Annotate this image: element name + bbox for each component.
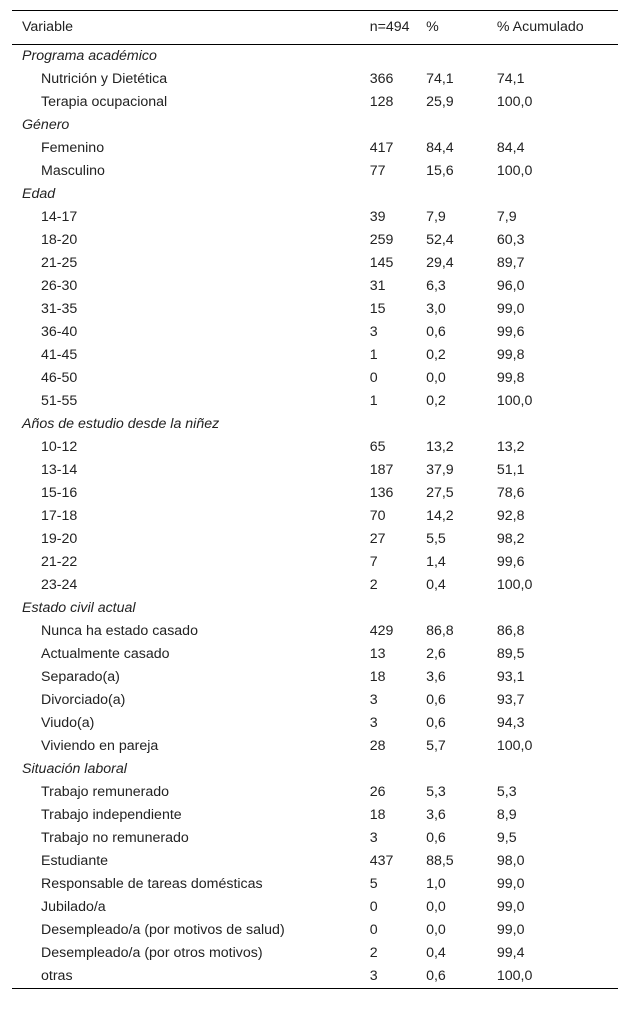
row-n: 1 [369,393,378,409]
table-row [12,643,618,666]
row-cumulative: 89,5 [496,646,525,662]
table-header-row [12,11,618,45]
header-percent: % [426,19,439,35]
row-cumulative: 98,2 [496,531,525,547]
row-variable: 21-25 [41,255,78,271]
row-n: 417 [369,140,394,156]
row-variable: Divorciado(a) [41,692,126,708]
row-variable: 51-55 [41,393,78,409]
group-title: Situación laboral [22,761,127,777]
row-n: 70 [369,508,386,524]
row-n: 259 [369,232,394,248]
table-row [12,919,618,942]
row-cumulative: 13,2 [496,439,525,455]
row-variable: 23-24 [41,577,78,593]
row-variable: 15-16 [41,485,78,501]
row-n: 77 [369,163,386,179]
row-n: 429 [369,623,394,639]
row-percent: 3,6 [426,669,446,685]
table-group-header [12,45,618,69]
table-row [12,229,618,252]
group-title: Años de estudio desde la niñez [22,416,220,432]
row-variable: 13-14 [41,462,78,478]
table-row [12,482,618,505]
row-n: 3 [369,968,378,984]
row-percent: 0,2 [426,393,446,409]
table-row [12,827,618,850]
row-n: 13 [369,646,386,662]
row-percent: 5,3 [426,784,446,800]
row-variable: 18-20 [41,232,78,248]
row-percent: 0,6 [426,692,446,708]
row-cumulative: 99,8 [496,347,525,363]
group-title: Estado civil actual [22,600,136,616]
table-row [12,873,618,896]
row-cumulative: 60,3 [496,232,525,248]
demographics-table [12,10,618,989]
row-variable: Trabajo no remunerado [41,830,189,846]
table-row [12,896,618,919]
table-row [12,390,618,413]
table-row [12,689,618,712]
row-cumulative: 7,9 [496,209,517,225]
row-n: 366 [369,71,394,87]
row-variable: 46-50 [41,370,78,386]
row-n: 3 [369,324,378,340]
row-cumulative: 99,0 [496,899,525,915]
row-n: 0 [369,922,378,938]
row-n: 3 [369,692,378,708]
row-percent: 52,4 [426,232,454,248]
row-n: 27 [369,531,386,547]
row-percent: 7,9 [426,209,446,225]
row-percent: 0,6 [426,830,446,846]
row-variable: 21-22 [41,554,78,570]
table-row [12,620,618,643]
row-n: 128 [369,94,394,110]
row-percent: 74,1 [426,71,454,87]
row-cumulative: 99,6 [496,324,525,340]
row-variable: otras [41,968,73,984]
table-row [12,321,618,344]
row-percent: 0,0 [426,922,446,938]
table-row [12,528,618,551]
row-percent: 15,6 [426,163,454,179]
row-cumulative: 86,8 [496,623,525,639]
row-variable: 26-30 [41,278,78,294]
row-percent: 0,0 [426,899,446,915]
row-n: 65 [369,439,386,455]
table-row [12,68,618,91]
row-cumulative: 84,4 [496,140,525,156]
table-row [12,965,618,989]
table-row [12,367,618,390]
row-n: 28 [369,738,386,754]
table-row [12,344,618,367]
table-row [12,137,618,160]
row-cumulative: 93,1 [496,669,525,685]
row-cumulative: 78,6 [496,485,525,501]
row-variable: 36-40 [41,324,78,340]
row-n: 3 [369,715,378,731]
table-row [12,160,618,183]
row-variable: Nutrición y Dietética [41,71,168,87]
row-cumulative: 8,9 [496,807,517,823]
row-n: 187 [369,462,394,478]
row-cumulative: 5,3 [496,784,517,800]
row-cumulative: 99,0 [496,922,525,938]
row-cumulative: 74,1 [496,71,525,87]
row-percent: 1,4 [426,554,446,570]
row-cumulative: 93,7 [496,692,525,708]
row-percent: 14,2 [426,508,454,524]
row-variable: Viudo(a) [41,715,95,731]
row-variable: Separado(a) [41,669,120,685]
table-row [12,574,618,597]
row-percent: 0,4 [426,577,446,593]
row-percent: 25,9 [426,94,454,110]
row-cumulative: 51,1 [496,462,525,478]
table-group-header [12,183,618,206]
table-row [12,252,618,275]
row-percent: 3,0 [426,301,446,317]
group-title: Género [22,117,70,133]
row-n: 437 [369,853,394,869]
row-variable: Desempleado/a (por motivos de salud) [41,922,285,938]
table-row [12,804,618,827]
table-row [12,206,618,229]
row-n: 145 [369,255,394,271]
row-cumulative: 100,0 [496,393,533,409]
row-variable: 17-18 [41,508,78,524]
row-cumulative: 89,7 [496,255,525,271]
table-row [12,275,618,298]
row-percent: 0,4 [426,945,446,961]
row-variable: Trabajo independiente [41,807,182,823]
row-percent: 27,5 [426,485,454,501]
row-variable: 14-17 [41,209,78,225]
table-body [12,45,618,989]
table-row [12,735,618,758]
row-percent: 0,6 [426,324,446,340]
row-cumulative: 94,3 [496,715,525,731]
header-variable: Variable [22,19,73,35]
row-n: 31 [369,278,386,294]
row-variable: Desempleado/a (por otros motivos) [41,945,263,961]
row-percent: 37,9 [426,462,454,478]
row-percent: 1,0 [426,876,446,892]
table-row [12,781,618,804]
row-percent: 0,6 [426,715,446,731]
row-n: 0 [369,899,378,915]
row-cumulative: 99,4 [496,945,525,961]
row-variable: Femenino [41,140,105,156]
row-cumulative: 98,0 [496,853,525,869]
table-row [12,505,618,528]
row-n: 2 [369,577,378,593]
row-cumulative: 99,8 [496,370,525,386]
row-percent: 84,4 [426,140,454,156]
row-n: 15 [369,301,386,317]
table-row [12,436,618,459]
data-table-container [12,10,618,989]
row-cumulative: 96,0 [496,278,525,294]
row-cumulative: 99,6 [496,554,525,570]
row-n: 26 [369,784,386,800]
group-title: Edad [22,186,56,202]
row-percent: 5,5 [426,531,446,547]
table-row [12,712,618,735]
row-percent: 0,2 [426,347,446,363]
row-percent: 0,0 [426,370,446,386]
row-percent: 13,2 [426,439,454,455]
row-variable: Jubilado/a [41,899,106,915]
row-percent: 29,4 [426,255,454,271]
row-n: 2 [369,945,378,961]
row-cumulative: 100,0 [496,163,533,179]
row-percent: 0,6 [426,968,446,984]
row-cumulative: 100,0 [496,577,533,593]
row-variable: Responsable de tareas domésticas [41,876,263,892]
header-cumulative-percent: % Acumulado [496,19,584,35]
row-variable: Actualmente casado [41,646,170,662]
row-variable: Terapia ocupacional [41,94,168,110]
row-n: 0 [369,370,378,386]
row-cumulative: 99,0 [496,301,525,317]
table-row [12,551,618,574]
row-percent: 86,8 [426,623,454,639]
row-variable: 10-12 [41,439,78,455]
row-cumulative: 100,0 [496,94,533,110]
header-n: n=494 [369,19,410,35]
table-row [12,942,618,965]
row-n: 7 [369,554,378,570]
row-n: 1 [369,347,378,363]
row-percent: 88,5 [426,853,454,869]
row-percent: 2,6 [426,646,446,662]
group-title: Programa académico [22,48,157,64]
table-group-header [12,413,618,436]
row-variable: Nunca ha estado casado [41,623,198,639]
row-cumulative: 100,0 [496,738,533,754]
row-n: 18 [369,669,386,685]
row-variable: 31-35 [41,301,78,317]
row-n: 3 [369,830,378,846]
row-percent: 5,7 [426,738,446,754]
row-n: 5 [369,876,378,892]
row-variable: 41-45 [41,347,78,363]
row-percent: 6,3 [426,278,446,294]
row-cumulative: 99,0 [496,876,525,892]
table-row [12,298,618,321]
table-row [12,459,618,482]
row-cumulative: 9,5 [496,830,517,846]
table-row [12,91,618,114]
table-group-header [12,597,618,620]
row-variable: 19-20 [41,531,78,547]
row-variable: Trabajo remunerado [41,784,170,800]
row-variable: Estudiante [41,853,109,869]
table-group-header [12,114,618,137]
row-n: 136 [369,485,394,501]
row-cumulative: 100,0 [496,968,533,984]
row-variable: Viviendo en pareja [41,738,159,754]
table-row [12,850,618,873]
table-row [12,666,618,689]
row-cumulative: 92,8 [496,508,525,524]
row-n: 18 [369,807,386,823]
row-n: 39 [369,209,386,225]
row-variable: Masculino [41,163,105,179]
table-group-header [12,758,618,781]
row-percent: 3,6 [426,807,446,823]
